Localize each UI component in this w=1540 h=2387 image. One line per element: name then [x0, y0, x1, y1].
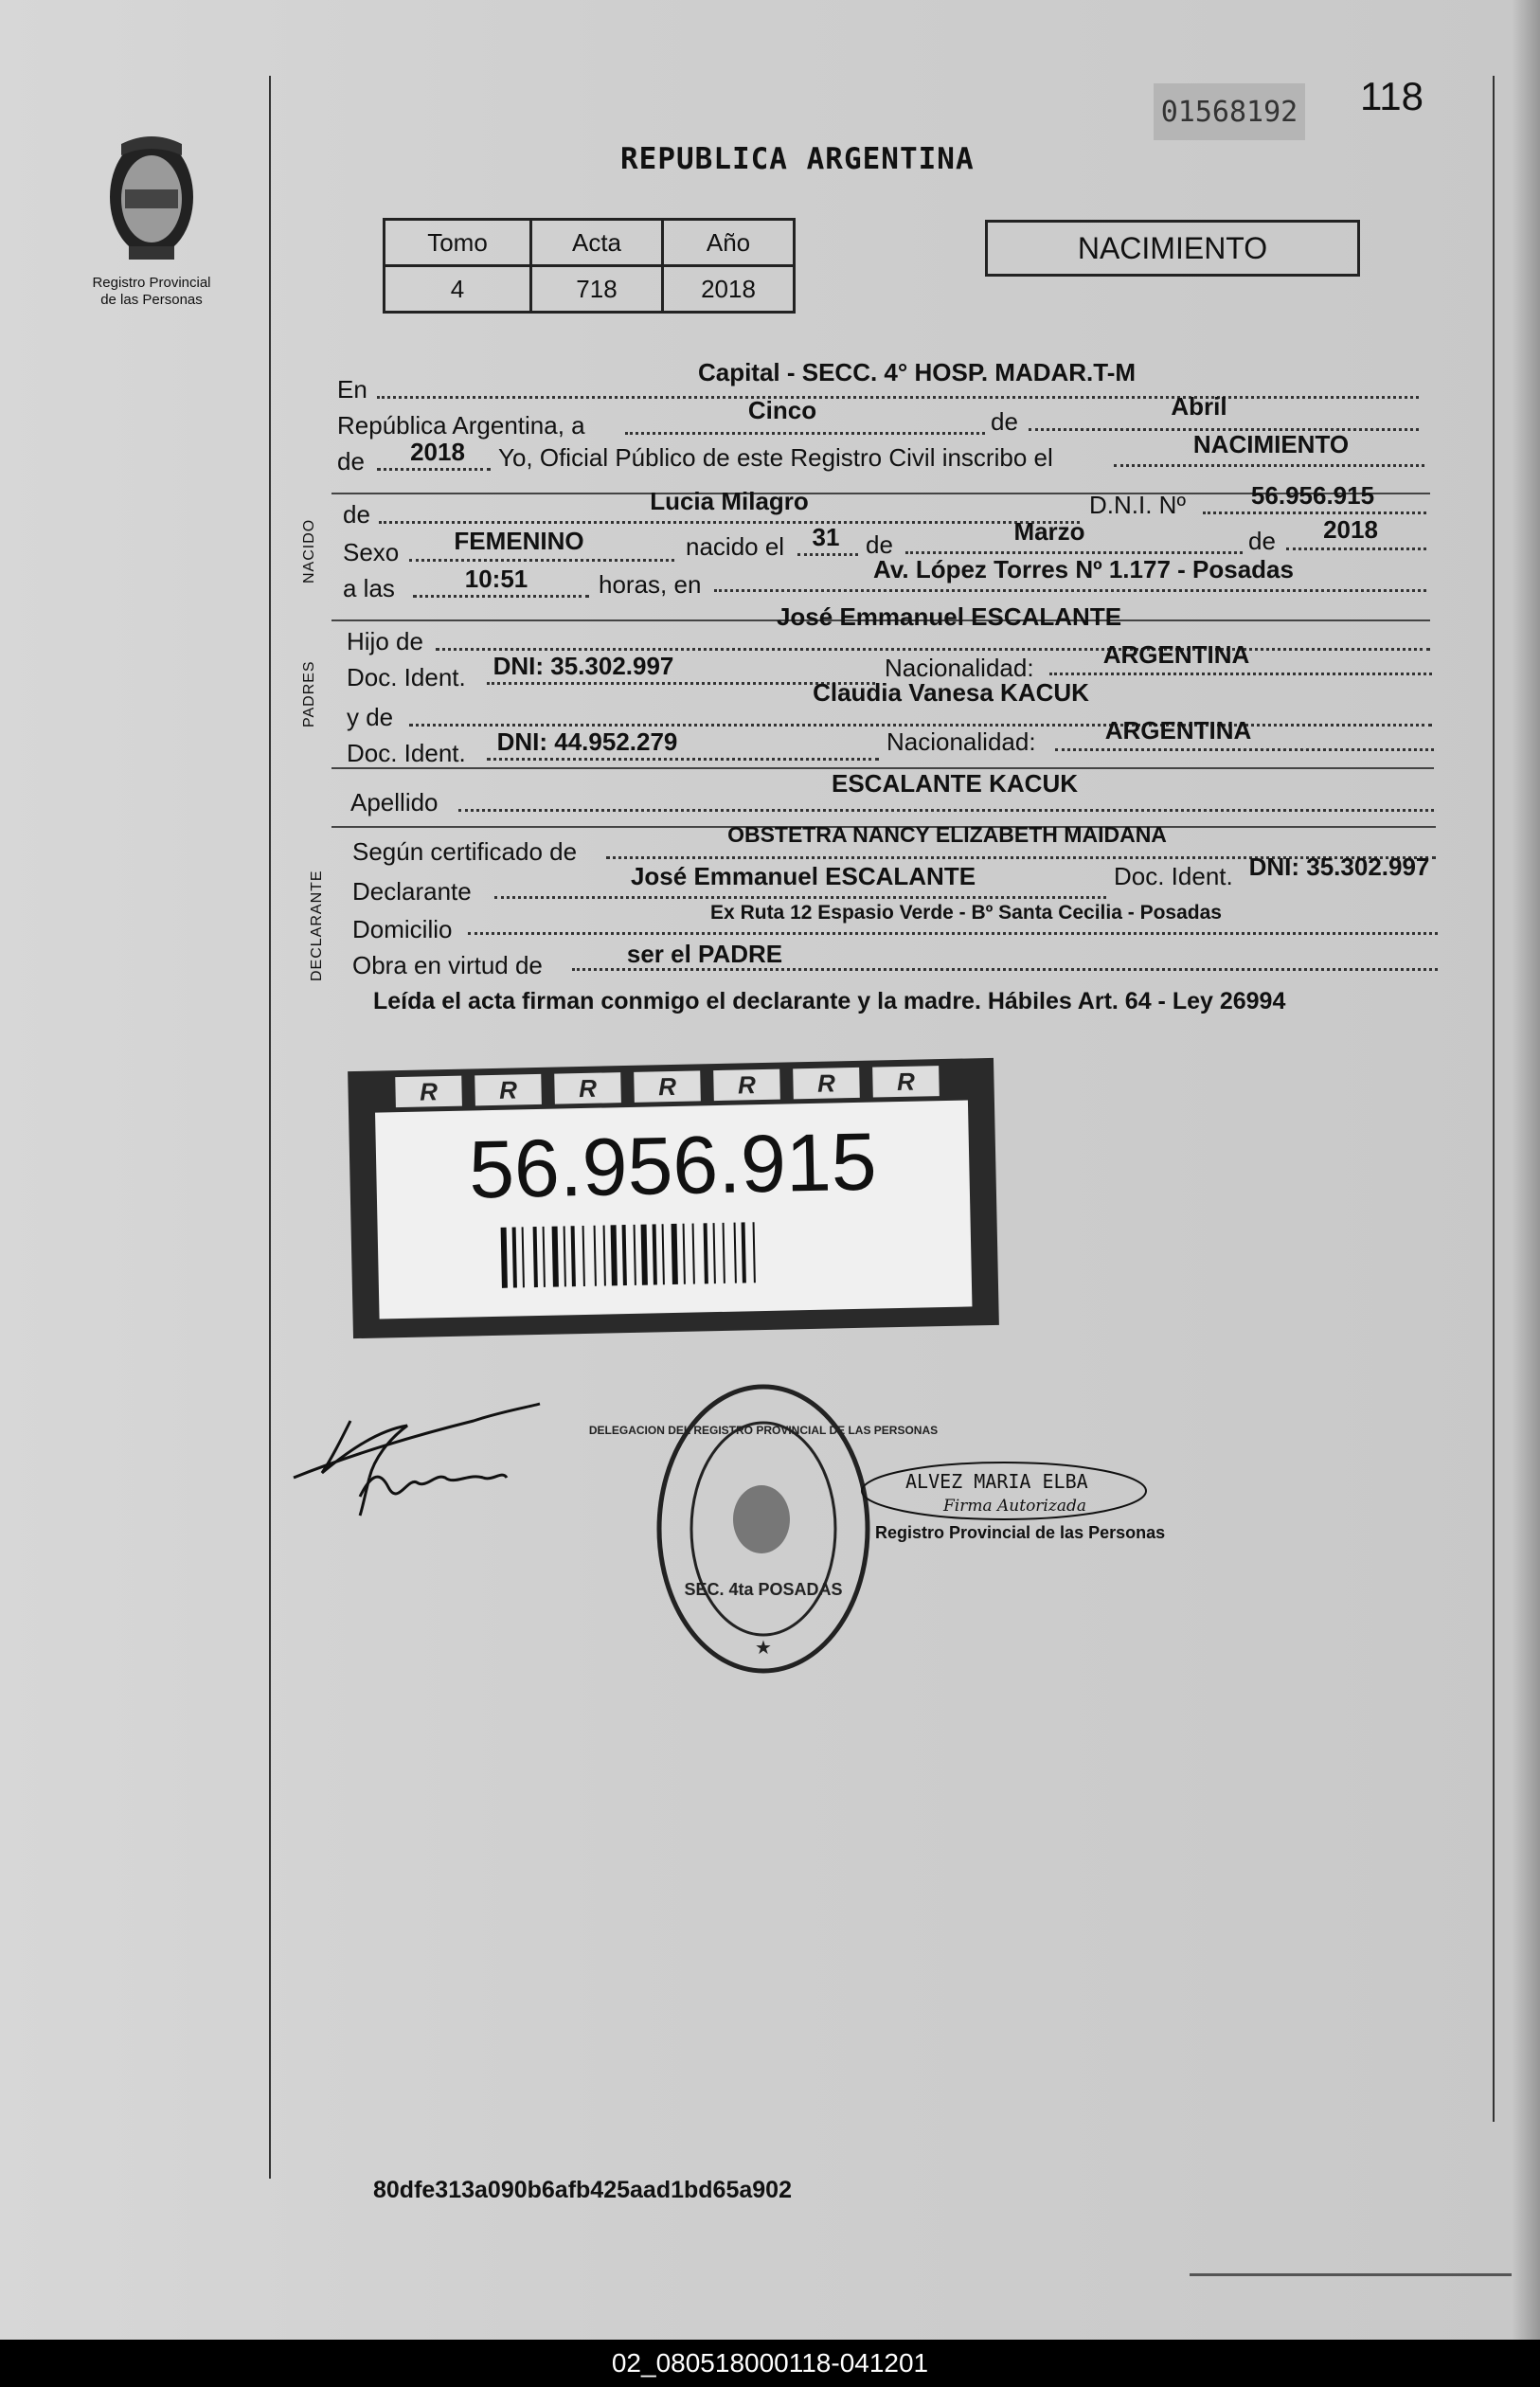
padres-section-label: PADRES: [301, 660, 317, 727]
horas-label: horas, en: [599, 570, 702, 599]
day-line: [625, 432, 985, 435]
footer-id: 02_080518000118-041201: [611, 2348, 929, 2378]
cert-value: OBSTETRA NANCY ELIZABETH MAIDANA: [727, 822, 1167, 847]
father-doc: DNI: 35.302.997: [492, 652, 674, 680]
sticker-r-mark: R: [475, 1074, 542, 1105]
signer-name: ALVEZ MARIA ELBA: [905, 1470, 1088, 1493]
dni-label: D.N.I. Nº: [1089, 491, 1186, 519]
day-value: Cinco: [747, 396, 817, 424]
nacido-de-label: de: [343, 500, 370, 529]
birth-place-line: [714, 589, 1426, 592]
father-nat-line: [1049, 673, 1432, 675]
official-stamp: [588, 1377, 939, 1680]
mother-name: Claudia Vanesa KACUK: [813, 678, 1089, 707]
star-icon: ★: [755, 1638, 772, 1659]
birth-day-line: [797, 553, 858, 556]
page-edge-shadow: [1512, 0, 1540, 2340]
dni-sticker: [348, 1058, 999, 1338]
left-margin-line: [269, 76, 271, 2179]
mother-nat-line: [1055, 748, 1434, 751]
tomo-header: Tomo: [385, 220, 531, 266]
birth-de-label-2: de: [1248, 527, 1276, 555]
decl-value: José Emmanuel ESCALANTE: [630, 862, 976, 890]
footer-id-bar: [0, 2340, 1540, 2387]
closing-note: Leída el acta firman conmigo el declarante y la madre. Hábiles Art. 64 - Ley 26994: [373, 988, 1286, 1014]
republica-label: República Argentina, a: [337, 411, 585, 440]
country-title: REPUBLICA ARGENTINA: [620, 142, 975, 176]
year-line: [377, 468, 491, 471]
birth-day: 31: [812, 523, 840, 551]
tomo-value: 4: [385, 266, 531, 313]
inscribo-value: NACIMIENTO: [1192, 430, 1350, 458]
barcode-icon: [501, 1220, 862, 1288]
mother-nat-label: Nacionalidad:: [886, 727, 1036, 756]
sticker-r-mark: R: [634, 1070, 701, 1102]
year-label: de: [337, 447, 365, 476]
provincial-logo: [76, 133, 227, 309]
birth-month-line: [905, 551, 1243, 554]
time-line: [413, 595, 589, 598]
place-value: Capital - SECC. 4° HOSP. MADAR.T-M: [697, 358, 1137, 386]
obra-label: Obra en virtud de: [352, 951, 543, 979]
sexo-line: [409, 559, 674, 562]
sticker-inner-panel: [375, 1100, 972, 1319]
nacido-section-label: NACIDO: [301, 518, 317, 583]
obra-value: ser el PADRE: [626, 940, 783, 968]
month-value: Abril: [1171, 392, 1227, 421]
birth-de-label: de: [866, 530, 893, 559]
ano-header: Año: [663, 220, 795, 266]
sticker-r-mark: R: [395, 1076, 462, 1107]
ano-value: 2018: [663, 266, 795, 313]
sticker-r-mark: R: [872, 1066, 940, 1097]
inscribo-text: Yo, Oficial Público de este Registro Civil inscribo el: [498, 443, 1053, 472]
declarante-section-label: DECLARANTE: [309, 870, 325, 981]
register-value-row: [385, 266, 795, 313]
mother-doc-label: Doc. Ident.: [347, 739, 466, 767]
apellido-line: [458, 809, 1434, 812]
apellido-value: ESCALANTE KACUK: [832, 769, 1078, 798]
father-line: [436, 648, 1430, 651]
signer-role: Firma Autorizada: [943, 1497, 1086, 1516]
acta-header: Acta: [531, 220, 663, 266]
decl-doc: DNI: 35.302.997: [1248, 852, 1430, 881]
handwritten-signature: [284, 1383, 549, 1525]
year-value: 2018: [410, 438, 465, 466]
decl-line: [494, 896, 1106, 899]
sticker-r-mark: R: [793, 1068, 860, 1099]
mother-line: [409, 724, 1432, 727]
dni-line: [1203, 512, 1426, 514]
birth-time: 10:51: [464, 565, 528, 593]
father-doc-label: Doc. Ident.: [347, 663, 466, 691]
cert-label: Según certificado de: [352, 837, 578, 866]
register-table: [383, 218, 796, 314]
father-nat-label: Nacionalidad:: [885, 654, 1034, 682]
father-nat: ARGENTINA: [1102, 640, 1250, 669]
sexo-value: FEMENINO: [454, 527, 584, 555]
dom-line: [468, 932, 1438, 935]
sexo-label: Sexo: [343, 538, 400, 566]
acta-value: 718: [531, 266, 663, 313]
mother-nat: ARGENTINA: [1104, 716, 1252, 745]
alas-label: a las: [343, 574, 395, 602]
underlying-page-edge: [1190, 2273, 1512, 2342]
nacido-el-label: nacido el: [686, 532, 785, 561]
mother-doc-line: [487, 758, 879, 761]
decl-label: Declarante: [352, 877, 472, 906]
name-line: [379, 521, 1080, 524]
de-label-1: de: [991, 407, 1018, 436]
right-margin-line: [1493, 76, 1495, 2122]
decl-doc-label: Doc. Ident.: [1114, 862, 1233, 890]
yde-label: y de: [347, 703, 394, 731]
child-name: Lucia Milagro: [650, 487, 809, 515]
sticker-dni-number: 56.956.915: [468, 1116, 878, 1216]
inscribo-line: [1114, 464, 1424, 467]
page-number: 118: [1360, 74, 1424, 118]
coat-of-arms-icon: [102, 133, 201, 275]
birth-year: 2018: [1323, 515, 1378, 544]
sticker-r-mark: R: [554, 1072, 621, 1104]
signer-org: Registro Provincial de las Personas: [875, 1523, 1166, 1542]
birth-place: Av. López Torres Nº 1.177 - Posadas: [873, 555, 1294, 583]
dom-value: Ex Ruta 12 Espasio Verde - Bº Santa Cecilia - Posadas: [710, 902, 1222, 924]
serial-number: 01568192: [1154, 83, 1305, 140]
dom-label: Domicilio: [352, 915, 453, 943]
father-name: José Emmanuel ESCALANTE: [776, 602, 1122, 631]
en-label: En: [337, 375, 367, 404]
document-type-box: NACIMIENTO: [985, 220, 1360, 277]
logo-caption-2: de las Personas: [100, 292, 203, 308]
apellido-label: Apellido: [350, 788, 439, 817]
mother-doc: DNI: 44.952.279: [496, 727, 678, 756]
birth-year-line: [1286, 547, 1426, 550]
hijo-label: Hijo de: [347, 627, 423, 655]
stamp-ring-text: DELEGACION DEL REGISTRO PROVINCIAL DE LAS PERSONAS: [588, 1424, 939, 1437]
stamp-center-text: SEC. 4ta POSADAS: [684, 1580, 843, 1599]
logo-caption-1: Registro Provincial: [92, 275, 211, 291]
place-line: [377, 396, 1419, 399]
register-header-row: [385, 220, 795, 266]
document-hash: 80dfe313a090b6afb425aad1bd65a902: [373, 2177, 792, 2203]
sticker-r-mark: R: [713, 1069, 780, 1101]
birth-month: Marzo: [1013, 517, 1085, 546]
child-dni: 56.956.915: [1250, 481, 1375, 510]
